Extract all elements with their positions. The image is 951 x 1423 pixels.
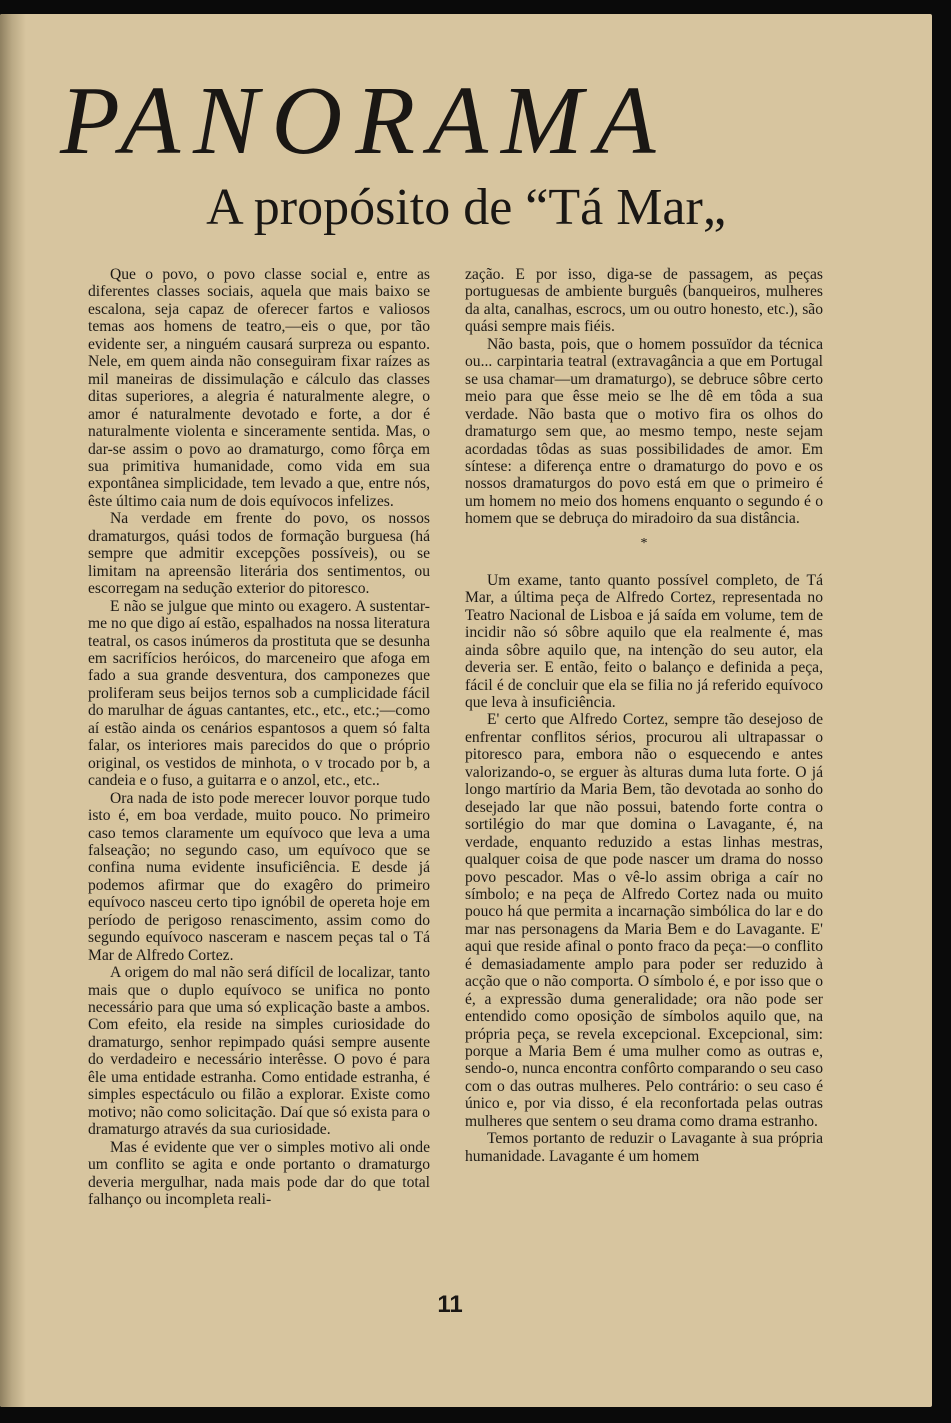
- column-left: [88, 266, 430, 1208]
- paragraph: Na verdade em frente do povo, os nossos dramaturgos, quási todos de formação burguesa (há sempre que admitir excepções possíveis), ou se limitam na apreensão literária dos sentimentos, ou escorregam na sedução exterior do pitoresco.: [88, 510, 430, 598]
- paragraph: Um exame, tanto quanto possível completo, de Tá Mar, a última peça de Alfredo Cortez, representada no Teatro Nacional de Lisboa e já saída em volume, tem de incidir não só sôbre aquilo que ela realmente é, mas ainda sôbre aquilo que, na intenção do seu autor, ela deveria ser. E então, feito o balanço e definida a peça, fácil é de concluir que ela se filia no já referido equívoco que leva à insuficiência.: [465, 571, 823, 711]
- magazine-page: [0, 14, 932, 1407]
- page-number: 11: [437, 1291, 463, 1318]
- paragraph: E' certo que Alfredo Cortez, sempre tão desejoso de enfrentar conflitos sérios, procurou ali ultrapassar o pitoresco para, embora não o esquecendo e antes valorizando-o, se erguer às alturas duma luta forte. O já longo martírio da Maria Bem, tão devotada ao sonho do desejado lar que não possui, batendo forte contra o sortilégio do mar que domina o Lavagante, é, na verdade, enquanto reduzido a estas linhas mestras, qualquer coisa de que pode nascer um drama do nosso povo pescador. Mas o vê-lo assim obriga a caír no símbolo; e na peça de Alfredo Cortez nada ou muito pouco há que permita a incarnação simbólica do lar e do mar nas personagens da Maria Bem e do Lavagante. E' aqui que reside afinal o ponto fraco da peça:—o conflito é demasiadamente amplo para poder ser reduzido à acção que o não comporta. O símbolo é, e por isso que o é, a expressão duma generalidade; ora não pode ser entendido como oposição de símbolos aquilo que, na própria peça, se revela excepcional. Excepcional, sim: porque a Maria Bem é uma mulher como as outras e, sendo-o, nunca encontra confôrto comparando o seu caso com o das outras mulheres. Pelo contrário: o seu caso é único e, por via disso, é ela reconfortada pelas outras mulheres que sentem o seu drama como drama estranho.: [465, 711, 823, 1130]
- paragraph: Não basta, pois, que o homem possuïdor da técnica ou... carpintaria teatral (extravagância a que em Portugal se usa chamar—um dramaturgo), se debruce sôbre certo meio para que êsse meio se lhe dê em tôda a sua verdade. Não basta que o motivo fira os olhos do dramaturgo sem que, ao mesmo tempo, neste sejam acordadas tôdas as suas possibilidades de amor. Em síntese: a diferença entre o dramaturgo do povo e os nossos dramaturgos do povo está em que o primeiro é um homem no meio dos homens enquanto o segundo é o homem que se debruça do miradoiro da sua distância.: [465, 335, 823, 528]
- paragraph: Mas é evidente que ver o simples motivo ali onde um conflito se agita e onde portanto o dramaturgo deveria mergulhar, nada mais pode dar do que total falhanço ou incompleta reali-: [88, 1138, 430, 1209]
- masthead: PANORAMA: [60, 67, 669, 175]
- paragraph: zação. E por isso, diga-se de passagem, as peças portuguesas de ambiente burguês (banqueiros, mulheres da alta, canalhas, escrocs, um ou outro honesto, etc.), são quási sempre mais fiéis.: [465, 266, 823, 336]
- section-separator: *: [640, 535, 648, 551]
- article-title: A propósito de “Tá Mar„: [206, 179, 726, 236]
- paragraph: Temos portanto de reduzir o Lavagante à sua própria humanidade. Lavagante é um homem: [465, 1130, 823, 1165]
- paragraph: A origem do mal não será difícil de localizar, tanto mais que o duplo equívoco se unifica no ponto necessário para que uma só explicação baste a ambos. Com efeito, ela reside na simples curiosidade do dramaturgo, senhor repimpado quási sempre ausente do verdadeiro e necessário interêsse. O povo é para êle uma entidade estranha. Como entidade estranha, é simples espectáculo ou filão a explorar. Existe como motivo; não como solicitação. Daí que só exista para o dramaturgo através da sua curiosidade.: [88, 964, 430, 1139]
- column-right: [465, 266, 823, 1165]
- paragraph: Que o povo, o povo classe social e, entre as diferentes classes sociais, aquela que mais baixo se escalona, seja capaz de oferecer fartos e valiosos temas aos homens de teatro,—eis o que, por tão evidente ser, a ninguém causará surpreza ou espanto. Nele, em quem ainda não conseguiram fixar raízes as mil maneiras de dissimulação e cálculo das classes ditas superiores, a alegria é naturalmente alegre, o amor é naturalmente devotado e forte, a dor é naturalmente violenta e sinceramente sentida. Mas, o dar-se assim o povo ao dramaturgo, como fôrça em sua primitiva humanidade, como vida em sua expontânea simplicidade, tem levado a que, entre nós, êste último caia num de dois equívocos infelizes.: [88, 266, 430, 510]
- paragraph: E não se julgue que minto ou exagero. A sustentar-me no que digo aí estão, espalhados na nossa literatura teatral, os casos inúmeros da prostituta que se desunha em sacrifícios heróicos, do marceneiro que afoga em fado a sua grande desventura, dos camponezes que proliferam seus beijos ternos sob a cumplicidade fácil do marulhar de águas cantantes, etc., etc., etc.;—como aí estão ainda os cenários espantosos a quem só falta falar, os interiores mais parecidos do que o próprio original, os vestidos de minhota, o v trocado por b, a candeia e o fuso, a guitarra e o anzol, etc., etc..: [88, 597, 430, 790]
- paragraph: Ora nada de isto pode merecer louvor porque tudo isto é, em boa verdade, muito pouco. No primeiro caso temos claramente um equívoco que leva a uma falseação; no segundo caso, um equívoco que se confina numa evidente insuficiência. E desde já podemos afirmar que do exagêro do primeiro equívoco nasceu certo tipo ignóbil de opereta hoje em período de perigoso renascimento, assim como do segundo equívoco nasceram e nascem peças tal o Tá Mar de Alfredo Cortez.: [88, 789, 430, 964]
